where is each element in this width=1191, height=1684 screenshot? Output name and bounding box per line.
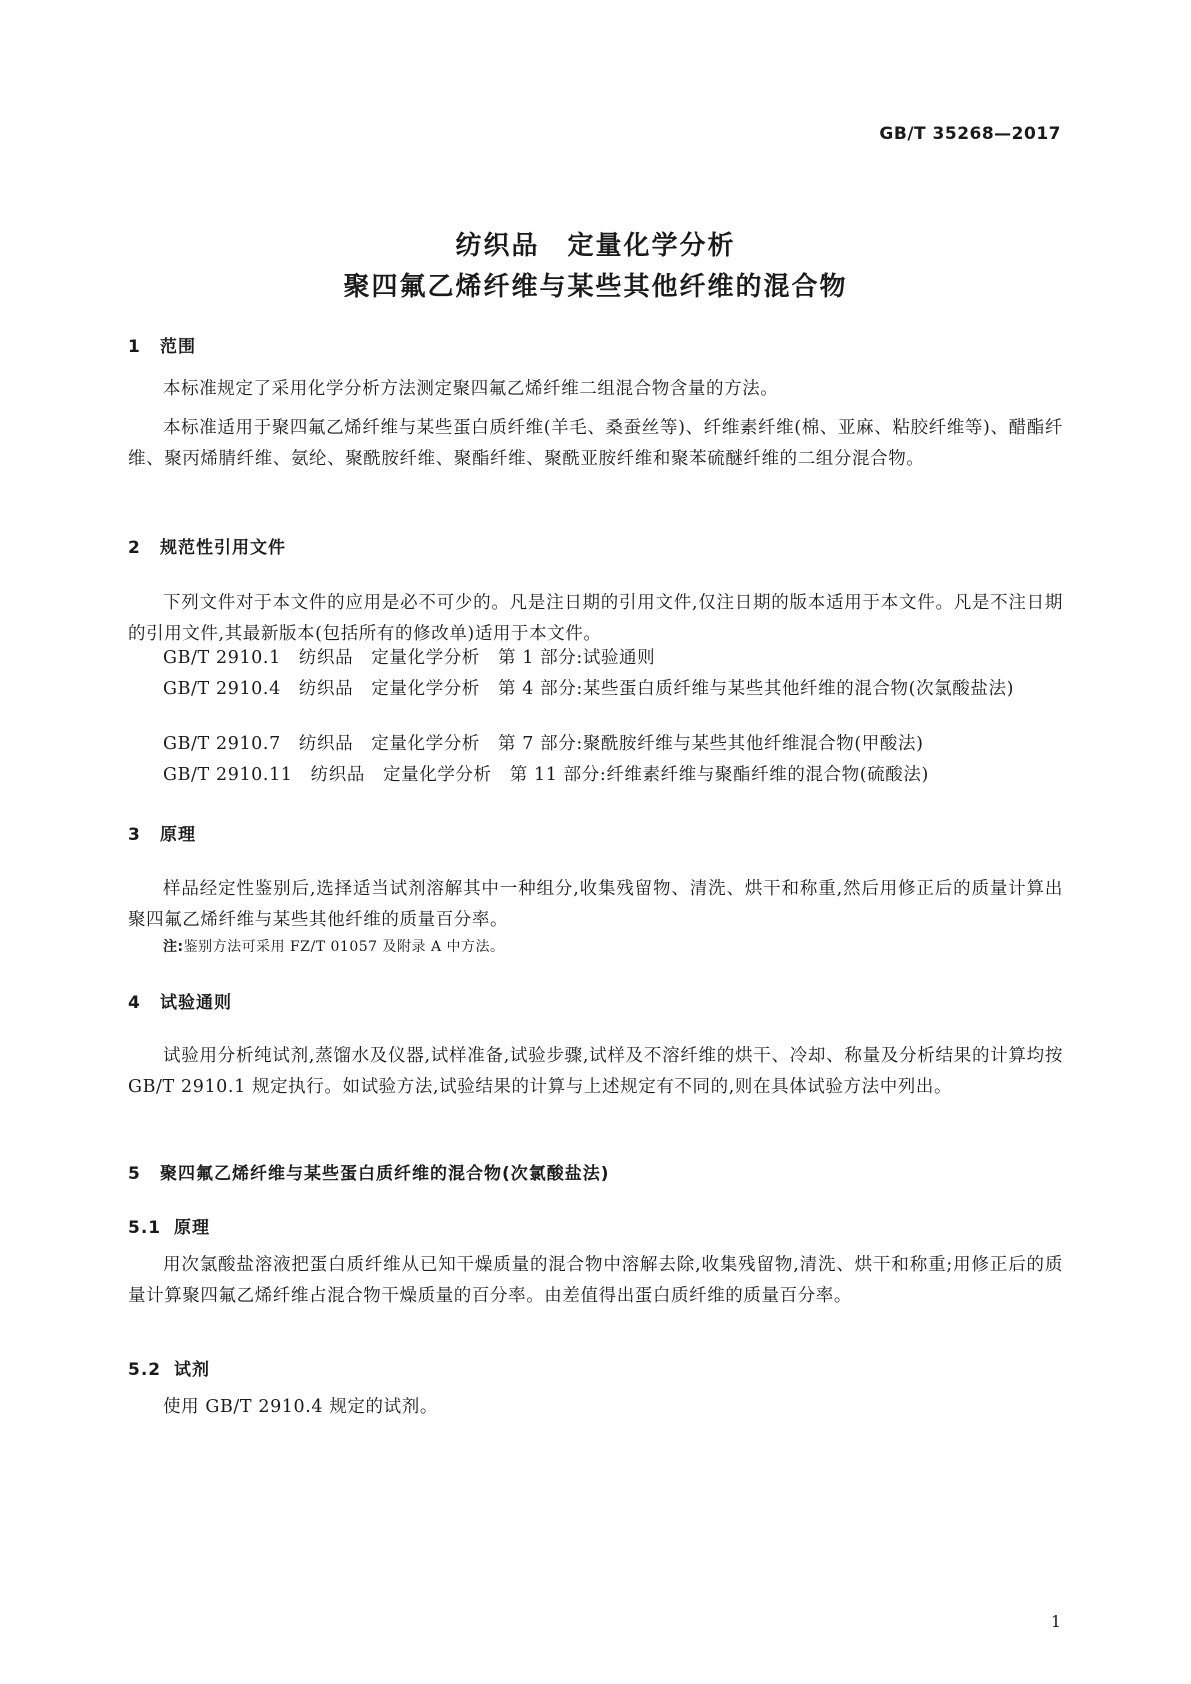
reference-item: GB/T 2910.1 纺织品 定量化学分析 第 1 部分:试验通则 — [163, 648, 656, 668]
reference-item: GB/T 2910.4 纺织品 定量化学分析 第 4 部分:某些蛋白质纤维与某些其他纤维的混合物(次氯酸盐法) — [163, 679, 1015, 699]
note-text: 鉴别方法可采用 FZ/T 01057 及附录 A 中方法。 — [183, 939, 505, 955]
reference-item: GB/T 2910.11 纺织品 定量化学分析 第 11 部分:纤维素纤维与聚酯纤维的混合物(硫酸法) — [163, 765, 929, 785]
section-1-paragraph-2: 本标准适用于聚四氟乙烯纤维与某些蛋白质纤维(羊毛、桑蚕丝等)、纤维素纤维(棉、亚麻、粘胶纤维等)、醋酯纤维、聚丙烯腈纤维、氨纶、聚酰胺纤维、聚酯纤维、聚酰亚胺纤维和聚苯硫醚纤维的二组分混合物。 — [128, 418, 1063, 469]
subsection-title: 试剂 — [174, 1360, 210, 1380]
subsection-number: 5.2 — [128, 1360, 162, 1380]
section-title: 范围 — [160, 337, 196, 357]
subsection-title: 原理 — [174, 1218, 210, 1238]
section-1-paragraph-1: 本标准规定了采用化学分析方法测定聚四氟乙烯纤维二组混合物含量的方法。 — [163, 379, 779, 399]
section-number: 1 — [128, 337, 141, 357]
section-number: 3 — [128, 825, 141, 845]
page-number: 1 — [1050, 1612, 1061, 1631]
section-5-heading — [128, 1159, 610, 1184]
section-1-heading — [128, 332, 196, 357]
section-number: 2 — [128, 538, 141, 558]
section-5-2-paragraph: 使用 GB/T 2910.4 规定的试剂。 — [163, 1397, 438, 1417]
note-label: 注: — [163, 939, 184, 955]
subsection-number: 5.1 — [128, 1218, 162, 1238]
section-3-note — [163, 936, 505, 956]
section-2-heading — [128, 533, 286, 558]
section-2-intro: 下列文件对于本文件的应用是必不可少的。凡是注日期的引用文件,仅注日期的版本适用于本文件。凡是不注日期的引用文件,其最新版本(包括所有的修改单)适用于本文件。 — [128, 593, 1063, 644]
section-3-heading — [128, 820, 196, 845]
section-5-1-paragraph: 用次氯酸盐溶液把蛋白质纤维从已知干燥质量的混合物中溶解去除,收集残留物,清洗、烘干和称重;用修正后的质量计算聚四氟乙烯纤维占混合物干燥质量的百分率。由差值得出蛋白质纤维的质量百分率。 — [128, 1255, 1063, 1306]
section-5-2-heading — [128, 1355, 210, 1380]
section-number: 5 — [128, 1164, 141, 1184]
section-3-paragraph: 样品经定性鉴别后,选择适当试剂溶解其中一种组分,收集残留物、清洗、烘干和称重,然后用修正后的质量计算出聚四氟乙烯纤维与某些其他纤维的质量百分率。 — [128, 879, 1063, 930]
section-number: 4 — [128, 993, 141, 1013]
section-title: 试验通则 — [160, 993, 232, 1013]
section-title: 聚四氟乙烯纤维与某些蛋白质纤维的混合物(次氯酸盐法) — [160, 1164, 610, 1184]
section-title: 原理 — [160, 825, 196, 845]
reference-item: GB/T 2910.7 纺织品 定量化学分析 第 7 部分:聚酰胺纤维与某些其他纤维混合物(甲酸法) — [163, 734, 924, 754]
document-title-line2: 聚四氟乙烯纤维与某些其他纤维的混合物 — [343, 272, 848, 302]
section-4-paragraph: 试验用分析纯试剂,蒸馏水及仪器,试样准备,试验步骤,试样及不溶纤维的烘干、冷却、称量及分析结果的计算均按 GB/T 2910.1 规定执行。如试验方法,试验结果的计算与上述规定有不同的,则在具体试验方法中列出。 — [128, 1046, 1063, 1097]
section-title: 规范性引用文件 — [160, 538, 286, 558]
section-4-heading — [128, 988, 232, 1013]
section-5-1-heading — [128, 1213, 210, 1238]
document-title-line1: 纺织品 定量化学分析 — [455, 231, 736, 261]
standard-code: GB/T 35268—2017 — [879, 124, 1061, 144]
